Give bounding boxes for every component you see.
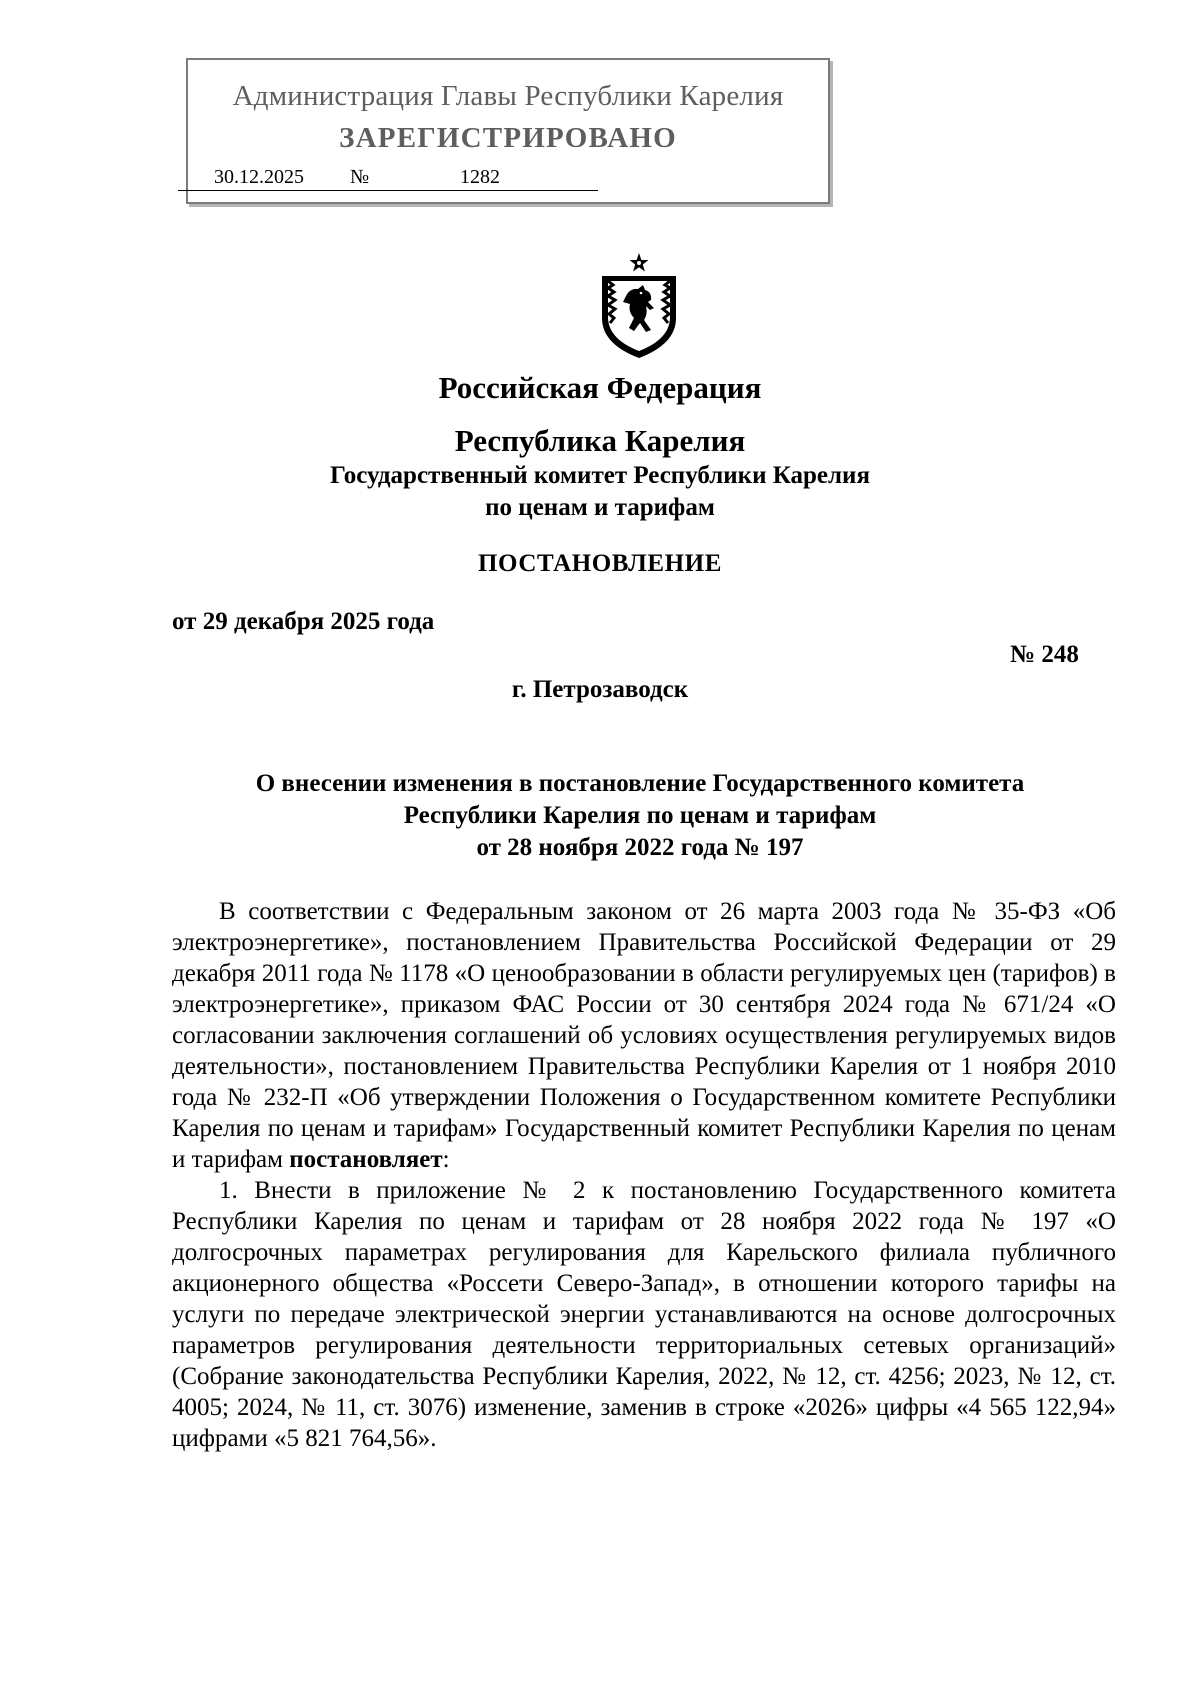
header-committee-line1: Государственный комитет Республики Карелия [330, 462, 870, 489]
document-number: № 248 [1010, 641, 1079, 668]
header-republic: Республика Карелия [454, 423, 746, 458]
header-committee-line2: по ценам и тарифам [485, 494, 715, 521]
document-title [170, 768, 1110, 864]
document-type: ПОСТАНОВЛЕНИЕ [477, 550, 723, 577]
title-line3: от 28 ноября 2022 года № 197 [476, 834, 804, 861]
title-line2: Республики Карелия по ценам и тарифам [403, 802, 877, 829]
stamp-date: 30.12.2025 [214, 166, 304, 188]
stamp-number: 1282 [460, 166, 500, 188]
registration-stamp [186, 58, 830, 204]
title-line1: О внесении изменения в постановление Государственного комитета [255, 770, 1025, 797]
preamble-colon: : [442, 1146, 450, 1173]
item-1-paragraph: 1. Внести в приложение № 2 к постановлению Государственного комитета Республики Карелия по ценам и тарифам от 28 ноября 2022 года № 197 «О долгосрочных параметрах регулирования для Карельского филиала публичного акционерного общества «Россети Северо-Запад», в отношении которого тарифы на услуги по передаче электрической энергии устанавливаются на основе долгосрочных параметров регулирования деятельности территориальных сетевых организаций» (Собрание законодательства Республики Карелия, 2022, № 12, ст. 4256; 2023, № 12, ст. 4005; 2024, № 11, ст. 3076) изменение, заменив в строке «2026» цифры «4 565 122,94» цифрами «5 821 764,56». [172, 1177, 1116, 1452]
stamp-authority: Администрация Главы Республики Карелия [232, 80, 784, 112]
karelia-coat-of-arms-icon [596, 252, 682, 360]
preamble-text: В соответствии с Федеральным законом от 26 марта 2003 года № 35-ФЗ «Об электроэнергетике», постановлением Правительства Российской Федерации от 29 декабря 2011 года № 1178 «О ценообразовании в области регулируемых цен (тарифов) в электроэнергетике», приказом ФАС России от 30 сентября 2024 года № 671/24 «О согласовании заключения соглашений об условиях осуществления регулируемых видов деятельности», постановлением Правительства Республики Карелия от 1 ноября 2010 года № 232-П «Об утверждении Положения о Государственном комитете Республики Карелия по ценам и тарифам» Государственный комитет Республики Карелия по ценам и тарифам [172, 898, 1116, 1173]
stamp-registration-line [178, 166, 598, 191]
preamble-paragraph [172, 896, 1116, 1175]
document-date: от 29 декабря 2025 года [172, 608, 435, 635]
stamp-number-sign: № [350, 166, 370, 188]
stamp-registered: ЗАРЕГИСТРИРОВАНО [339, 122, 677, 154]
document-body [172, 896, 1116, 1454]
document-city: г. Петрозаводск [511, 676, 689, 703]
decrees-word: постановляет [289, 1146, 443, 1173]
header-federation: Российская Федерация [438, 370, 762, 405]
